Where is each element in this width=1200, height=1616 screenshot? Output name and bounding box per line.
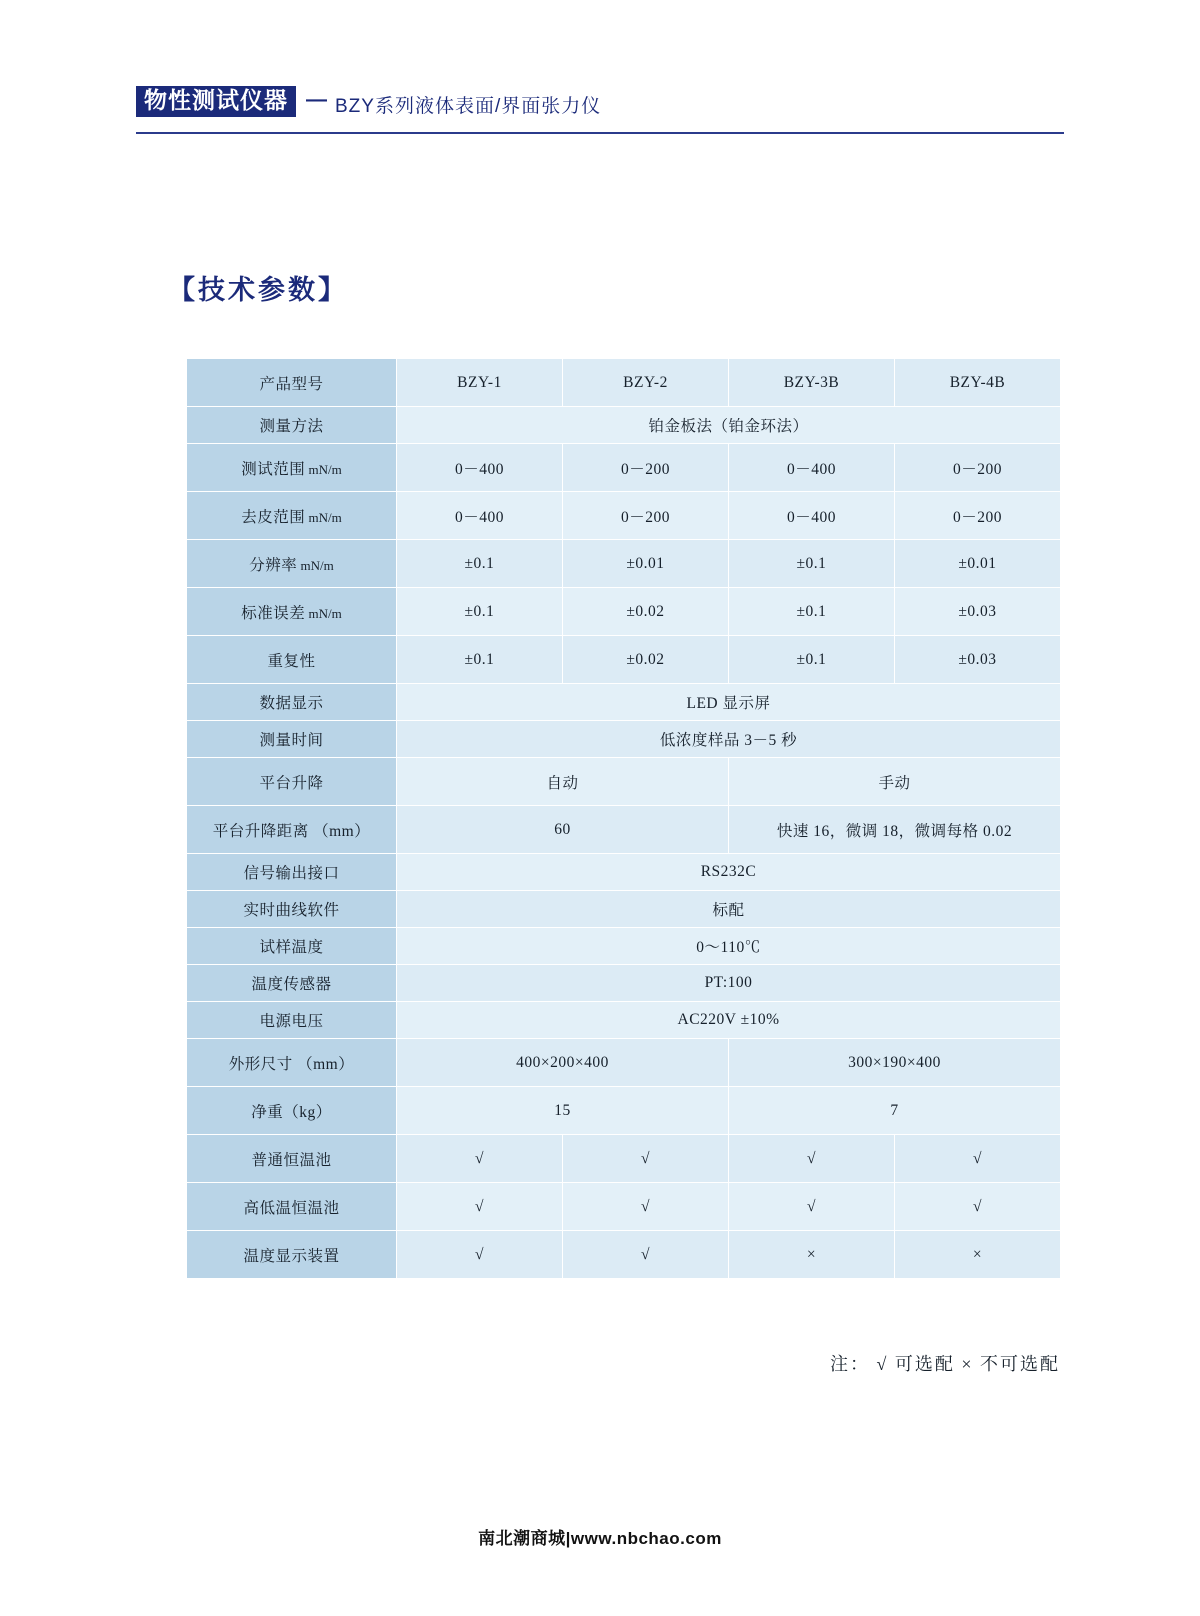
table-row bbox=[187, 1135, 1061, 1183]
table-cell: √ bbox=[729, 1135, 895, 1183]
table-cell: 0－400 bbox=[729, 492, 895, 540]
table-cell: ±0.1 bbox=[397, 588, 563, 636]
table-row bbox=[187, 636, 1061, 684]
table-row bbox=[187, 1231, 1061, 1279]
table-cell: √ bbox=[563, 1183, 729, 1231]
table-row bbox=[187, 721, 1061, 758]
table-row bbox=[187, 444, 1061, 492]
table-cell: 快速 16，微调 18，微调每格 0.02 bbox=[729, 806, 1061, 854]
table-cell: AC220V ±10% bbox=[397, 1002, 1061, 1039]
header-badge: 物性测试仪器 bbox=[136, 86, 296, 117]
table-cell: 300×190×400 bbox=[729, 1039, 1061, 1087]
table-cell: ±0.1 bbox=[729, 636, 895, 684]
table-footnote: 注： √ 可选配 × 不可选配 bbox=[829, 1354, 1060, 1374]
table-row bbox=[187, 965, 1061, 1002]
spec-table-body bbox=[187, 359, 1061, 1279]
section-title: 【技术参数】 bbox=[168, 275, 348, 305]
table-cell: 0－200 bbox=[895, 492, 1061, 540]
table-row bbox=[187, 1039, 1061, 1087]
table-row bbox=[187, 928, 1061, 965]
row-label: 标准误差 mN/m bbox=[187, 588, 397, 636]
table-row bbox=[187, 854, 1061, 891]
table-cell: BZY-3B bbox=[729, 359, 895, 407]
table-cell: ±0.02 bbox=[563, 588, 729, 636]
table-cell: 15 bbox=[397, 1087, 729, 1135]
table-cell: ±0.02 bbox=[563, 636, 729, 684]
table-row bbox=[187, 891, 1061, 928]
row-label: 温度显示装置 bbox=[187, 1231, 397, 1279]
row-label: 分辨率 mN/m bbox=[187, 540, 397, 588]
row-label: 净重（kg） bbox=[187, 1087, 397, 1135]
table-row bbox=[187, 540, 1061, 588]
row-label: 数据显示 bbox=[187, 684, 397, 721]
table-cell: ±0.03 bbox=[895, 588, 1061, 636]
row-label: 电源电压 bbox=[187, 1002, 397, 1039]
row-label: 测量方法 bbox=[187, 407, 397, 444]
table-cell: 手动 bbox=[729, 758, 1061, 806]
table-cell: 0－400 bbox=[397, 492, 563, 540]
table-cell: × bbox=[729, 1231, 895, 1279]
table-row bbox=[187, 359, 1061, 407]
table-row bbox=[187, 1002, 1061, 1039]
table-row bbox=[187, 1183, 1061, 1231]
table-cell: √ bbox=[397, 1183, 563, 1231]
table-cell: 铂金板法（铂金环法） bbox=[397, 407, 1061, 444]
table-row bbox=[187, 407, 1061, 444]
row-label: 普通恒温池 bbox=[187, 1135, 397, 1183]
page-footer: 南北潮商城|www.nbchao.com bbox=[478, 1529, 722, 1548]
row-label: 外形尺寸 （mm） bbox=[187, 1039, 397, 1087]
spec-table bbox=[186, 358, 1061, 1279]
table-row bbox=[187, 806, 1061, 854]
table-cell: 0－400 bbox=[729, 444, 895, 492]
table-cell: 标配 bbox=[397, 891, 1061, 928]
row-label: 温度传感器 bbox=[187, 965, 397, 1002]
table-cell: RS232C bbox=[397, 854, 1061, 891]
row-label: 实时曲线软件 bbox=[187, 891, 397, 928]
table-cell: √ bbox=[895, 1183, 1061, 1231]
row-label: 高低温恒温池 bbox=[187, 1183, 397, 1231]
row-label: 重复性 bbox=[187, 636, 397, 684]
table-row bbox=[187, 492, 1061, 540]
table-cell: 0－400 bbox=[397, 444, 563, 492]
table-cell: √ bbox=[397, 1135, 563, 1183]
table-cell: ±0.01 bbox=[563, 540, 729, 588]
table-cell: 7 bbox=[729, 1087, 1061, 1135]
table-row bbox=[187, 1087, 1061, 1135]
table-cell: ±0.1 bbox=[729, 540, 895, 588]
table-cell: √ bbox=[729, 1183, 895, 1231]
table-cell: √ bbox=[895, 1135, 1061, 1183]
row-label: 信号输出接口 bbox=[187, 854, 397, 891]
table-cell: 0－200 bbox=[563, 492, 729, 540]
row-label: 平台升降 bbox=[187, 758, 397, 806]
table-cell: PT:100 bbox=[397, 965, 1061, 1002]
row-label: 测量时间 bbox=[187, 721, 397, 758]
table-cell: BZY-1 bbox=[397, 359, 563, 407]
table-cell: 400×200×400 bbox=[397, 1039, 729, 1087]
header-dash: — bbox=[306, 88, 327, 111]
table-cell: 低浓度样品 3－5 秒 bbox=[397, 721, 1061, 758]
header-title: BZY系列液体表面/界面张力仪 bbox=[335, 96, 602, 117]
table-cell: 0－200 bbox=[563, 444, 729, 492]
table-cell: 60 bbox=[397, 806, 729, 854]
table-row bbox=[187, 758, 1061, 806]
page-header bbox=[136, 86, 1064, 134]
table-cell: ±0.03 bbox=[895, 636, 1061, 684]
table-row bbox=[187, 684, 1061, 721]
table-cell: 0－200 bbox=[895, 444, 1061, 492]
table-cell: √ bbox=[563, 1231, 729, 1279]
table-cell: ±0.1 bbox=[397, 540, 563, 588]
table-row bbox=[187, 588, 1061, 636]
row-label: 试样温度 bbox=[187, 928, 397, 965]
table-cell: ±0.01 bbox=[895, 540, 1061, 588]
table-cell: BZY-4B bbox=[895, 359, 1061, 407]
row-label: 产品型号 bbox=[187, 359, 397, 407]
row-label: 测试范围 mN/m bbox=[187, 444, 397, 492]
table-cell: BZY-2 bbox=[563, 359, 729, 407]
table-cell: 自动 bbox=[397, 758, 729, 806]
table-cell: 0～110℃ bbox=[397, 928, 1061, 965]
row-label: 平台升降距离 （mm） bbox=[187, 806, 397, 854]
table-cell: ±0.1 bbox=[729, 588, 895, 636]
table-cell: ±0.1 bbox=[397, 636, 563, 684]
table-cell: × bbox=[895, 1231, 1061, 1279]
table-cell: √ bbox=[563, 1135, 729, 1183]
table-cell: √ bbox=[397, 1231, 563, 1279]
table-cell: LED 显示屏 bbox=[397, 684, 1061, 721]
row-label: 去皮范围 mN/m bbox=[187, 492, 397, 540]
